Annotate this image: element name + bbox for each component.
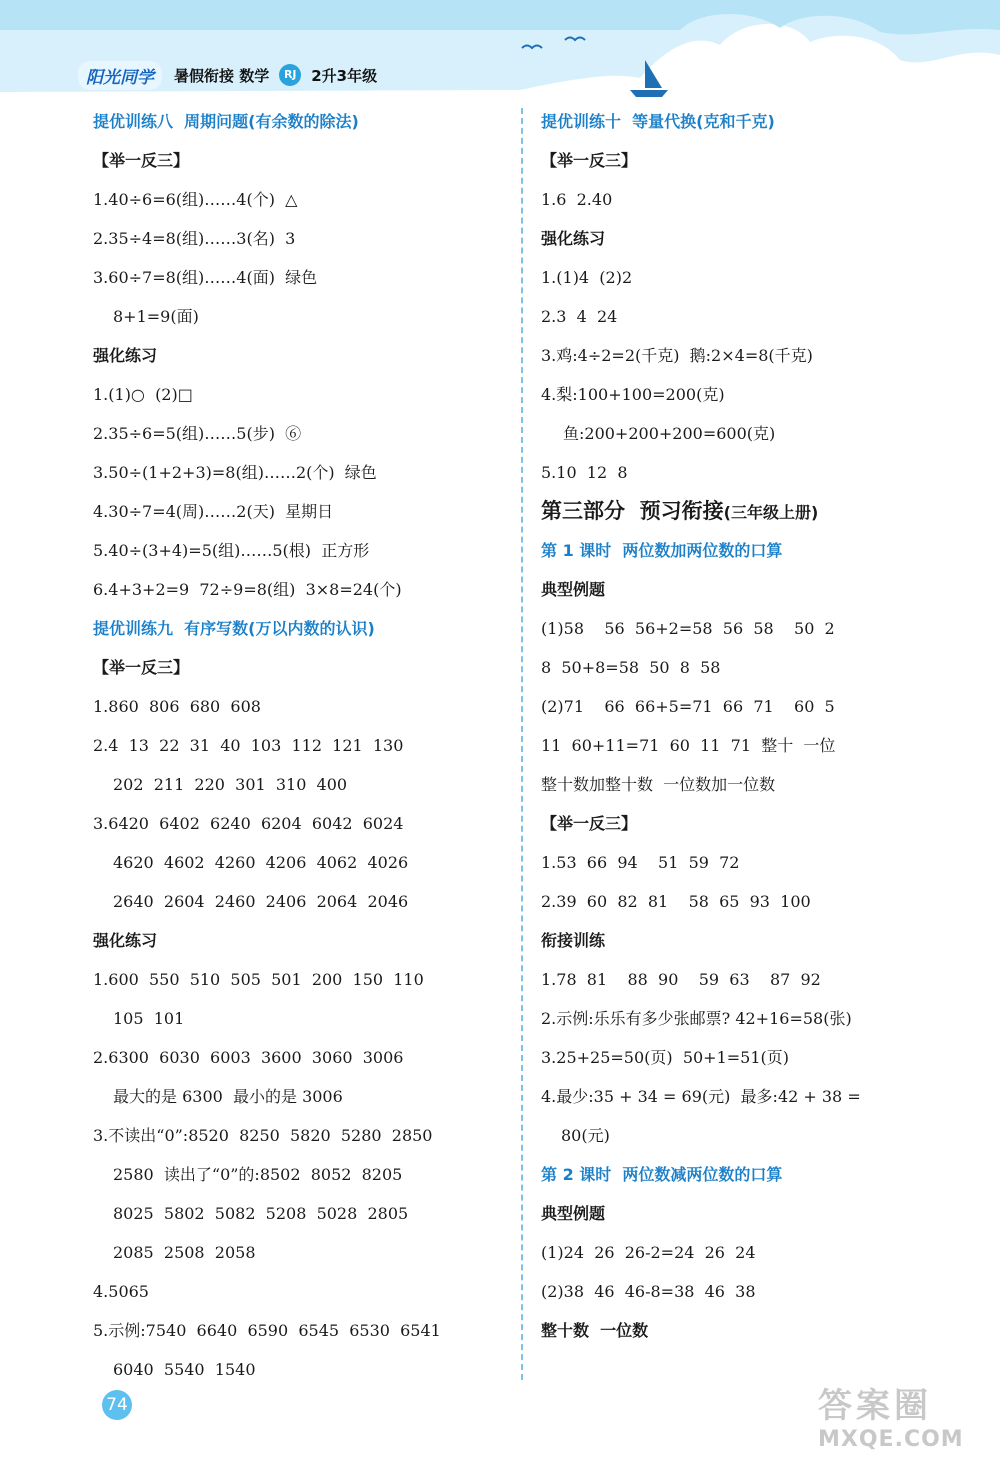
line-text: 1.78 81 88 90 59 63 87 92 — [541, 970, 821, 989]
line-text: 11 60+11=71 60 11 71 整十 一位 — [541, 736, 836, 755]
answer-line — [541, 1272, 981, 1311]
grade-label: 2升3年级 — [311, 66, 378, 85]
section-heading — [541, 1155, 981, 1194]
answer-line — [541, 687, 981, 726]
subheading — [541, 804, 981, 843]
subheading — [541, 921, 981, 960]
answer-line — [541, 765, 981, 804]
line-text: 3.60÷7=8(组)……4(面) 绿色 — [93, 268, 318, 287]
line-text: 2.39 60 82 81 58 65 93 100 — [541, 892, 811, 911]
line-text: 最大的是 6300 最小的是 3006 — [113, 1087, 343, 1106]
line-text: 3.50÷(1+2+3)=8(组)……2(个) 绿色 — [93, 463, 377, 482]
answer-line — [93, 414, 513, 453]
line-text: 典型例题 — [541, 1204, 606, 1223]
line-text: 衔接训练 — [541, 931, 606, 950]
watermark-line2: MXQE.COM — [818, 1427, 964, 1452]
line-text: 2.35÷4=8(组)……3(名) 3 — [93, 229, 296, 248]
line-text: 2.3 4 24 — [541, 307, 618, 326]
answer-line — [541, 258, 981, 297]
subheading — [93, 336, 513, 375]
answer-line — [93, 258, 513, 297]
line-text: 3.不读出“0”:8520 8250 5820 5280 2850 — [93, 1126, 433, 1145]
subheading — [541, 219, 981, 258]
answer-line — [93, 804, 513, 843]
answer-line — [93, 1311, 513, 1350]
line-text: 提优训练九 有序写数(万以内数的认识) — [93, 619, 375, 638]
line-text: 2085 2508 2058 — [113, 1243, 256, 1262]
line-text: 鱼:200+200+200=600(克) — [563, 424, 776, 443]
answer-line-continued — [541, 1116, 981, 1155]
line-text: 2.示例:乐乐有多少张邮票? 42+16=58(张) — [541, 1009, 852, 1028]
answer-line — [93, 219, 513, 258]
answer-line — [541, 1077, 981, 1116]
page-number: 74 — [102, 1390, 132, 1420]
part-heading — [541, 492, 981, 531]
answer-line-continued — [93, 882, 513, 921]
answer-line-continued — [93, 1194, 513, 1233]
line-text: 3.25+25=50(页) 50+1=51(页) — [541, 1048, 790, 1067]
answer-line — [93, 453, 513, 492]
answer-line — [93, 180, 513, 219]
line-text: 1.6 2.40 — [541, 190, 613, 209]
line-text: 6.4+3+2=9 72÷9=8(组) 3×8=24(个) — [93, 580, 402, 599]
answer-line — [93, 687, 513, 726]
watermark — [818, 1378, 990, 1458]
answer-line — [93, 531, 513, 570]
line-text: 5.10 12 8 — [541, 463, 628, 482]
answer-line — [541, 453, 981, 492]
section-heading — [93, 102, 513, 141]
line-text: 5.40÷(3+4)=5(组)……5(根) 正方形 — [93, 541, 370, 560]
line-text: 80(元) — [561, 1126, 610, 1145]
answer-line — [541, 999, 981, 1038]
edition-badge: RJ — [279, 64, 301, 86]
line-text: 1.600 550 510 505 501 200 150 110 — [93, 970, 424, 989]
subheading — [93, 921, 513, 960]
answer-line-continued — [93, 297, 513, 336]
subheading — [541, 570, 981, 609]
line-text: 2.4 13 22 31 40 103 112 121 130 — [93, 736, 404, 755]
line-text: 1.(1)4 (2)2 — [541, 268, 633, 287]
answer-line-continued — [93, 999, 513, 1038]
answer-line-continued — [93, 1077, 513, 1116]
line-text: 提优训练十 等量代换(克和千克) — [541, 112, 775, 131]
answer-line-continued — [93, 1155, 513, 1194]
subheading — [93, 141, 513, 180]
line-text: 4.梨:100+100=200(克) — [541, 385, 725, 404]
answer-line-continued — [93, 765, 513, 804]
line-text: 典型例题 — [541, 580, 606, 599]
answer-line-continued — [93, 843, 513, 882]
subheading — [93, 648, 513, 687]
book-title: 暑假衔接 数学 — [174, 66, 270, 85]
answer-line — [541, 336, 981, 375]
line-text: 【举一反三】 — [93, 151, 190, 170]
subheading — [541, 1311, 981, 1350]
line-text: 105 101 — [113, 1009, 185, 1028]
section-heading — [541, 102, 981, 141]
answer-line — [541, 1233, 981, 1272]
line-text: 4.5065 — [93, 1282, 149, 1301]
answer-line — [541, 726, 981, 765]
subheading — [541, 141, 981, 180]
header-sky-decoration — [0, 0, 1000, 110]
line-text: 1.860 806 680 608 — [93, 697, 261, 716]
answer-line — [541, 843, 981, 882]
line-text: 2.35÷6=5(组)……5(步) ⑥ — [93, 424, 302, 443]
line-text: 5.示例:7540 6640 6590 6545 6530 6541 — [93, 1321, 441, 1340]
answer-line — [541, 648, 981, 687]
answer-line-continued — [93, 1350, 513, 1389]
watermark-line1: 答案圈 — [818, 1386, 932, 1426]
line-text: 1.(1)○ (2)□ — [93, 385, 193, 404]
answer-line — [93, 1038, 513, 1077]
subheading — [541, 1194, 981, 1233]
answer-line — [93, 1272, 513, 1311]
column-divider — [521, 108, 523, 1380]
line-text: (1)24 26 26-2=24 26 24 — [541, 1243, 756, 1262]
line-text: 第 1 课时 两位数加两位数的口算 — [541, 541, 783, 560]
answer-line — [93, 570, 513, 609]
answer-line-continued — [93, 1233, 513, 1272]
answer-line — [541, 609, 981, 648]
answer-line-continued — [541, 414, 981, 453]
line-text: (2)71 66 66+5=71 66 71 60 5 — [541, 697, 835, 716]
answer-line — [541, 375, 981, 414]
right-column — [541, 102, 981, 1350]
left-column — [93, 102, 513, 1389]
answer-line — [93, 1116, 513, 1155]
line-text: 2640 2604 2460 2406 2064 2046 — [113, 892, 409, 911]
line-text: 整十数 一位数 — [541, 1321, 649, 1340]
section-heading — [93, 609, 513, 648]
line-text: 6040 5540 1540 — [113, 1360, 256, 1379]
line-text: 2.6300 6030 6003 3600 3060 3006 — [93, 1048, 404, 1067]
answer-line — [93, 492, 513, 531]
line-text: 202 211 220 301 310 400 — [113, 775, 348, 794]
line-text: 第三部分 预习衔接 — [541, 499, 724, 523]
line-text: 3.鸡:4÷2=2(千克) 鹅:2×4=8(千克) — [541, 346, 813, 365]
answer-line — [541, 882, 981, 921]
line-text: 8 50+8=58 50 8 58 — [541, 658, 721, 677]
line-text: 2580 读出了“0”的:8502 8052 8205 — [113, 1165, 403, 1184]
line-text: 【举一反三】 — [93, 658, 190, 677]
line-text: 强化练习 — [93, 931, 158, 950]
answer-line — [93, 375, 513, 414]
answer-line — [541, 960, 981, 999]
page-header — [78, 62, 387, 88]
section-heading — [541, 531, 981, 570]
line-text: 1.53 66 94 51 59 72 — [541, 853, 740, 872]
line-text: 8025 5802 5082 5208 5028 2805 — [113, 1204, 409, 1223]
line-text: (2)38 46 46-8=38 46 38 — [541, 1282, 756, 1301]
line-text: 强化练习 — [541, 229, 606, 248]
answer-line — [93, 960, 513, 999]
line-text: 1.40÷6=6(组)……4(个) △ — [93, 190, 298, 209]
line-text: 整十数加整十数 一位数加一位数 — [541, 775, 776, 794]
line-text: 4.30÷7=4(周)……2(天) 星期日 — [93, 502, 334, 521]
line-text: 8+1=9(面) — [113, 307, 199, 326]
answer-line — [541, 1038, 981, 1077]
line-text: 【举一反三】 — [541, 814, 638, 833]
line-text: 4620 4602 4260 4206 4062 4026 — [113, 853, 409, 872]
brand-logo: 阳光同学 — [78, 61, 162, 90]
line-text: 4.最少:35 + 34 = 69(元) 最多:42 + 38 = — [541, 1087, 861, 1106]
line-text: 【举一反三】 — [541, 151, 638, 170]
line-text: 提优训练八 周期问题(有余数的除法) — [93, 112, 359, 131]
answer-line — [541, 297, 981, 336]
answer-line — [93, 726, 513, 765]
line-text: 3.6420 6402 6240 6204 6042 6024 — [93, 814, 404, 833]
line-text: (1)58 56 56+2=58 56 58 50 2 — [541, 619, 835, 638]
line-text: 第 2 课时 两位数减两位数的口算 — [541, 1165, 783, 1184]
part-subtitle: (三年级上册) — [723, 503, 819, 522]
line-text: 强化练习 — [93, 346, 158, 365]
answer-line — [541, 180, 981, 219]
